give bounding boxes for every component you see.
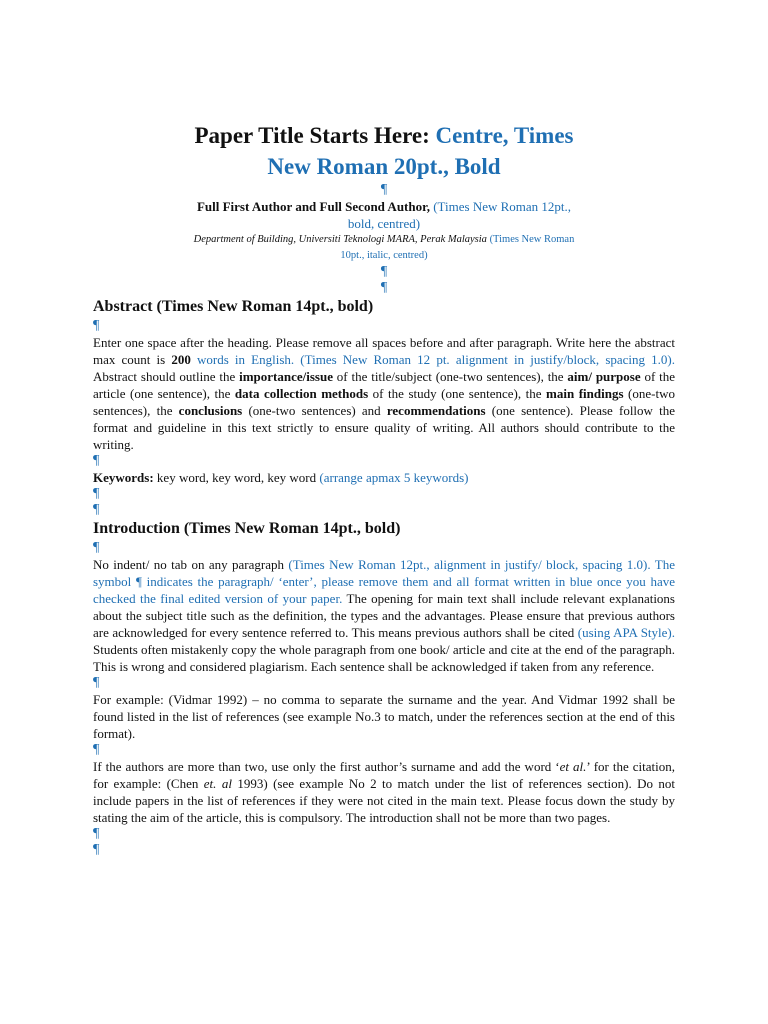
introduction-paragraph-1: [93, 556, 675, 675]
abstract-text: Abstract should outline the: [93, 369, 240, 384]
author-names: Full First Author and Full Second Author,: [196, 199, 430, 214]
pilcrow: ¶: [93, 453, 100, 468]
keywords-values: key word, key word, key word: [153, 470, 320, 485]
intro-text: If the authors are more than two, use only the first author’s surname and add the word ‘: [93, 759, 560, 774]
word-limit: 200: [171, 352, 191, 367]
abstract-format-note: words in English. (Times New Roman 12 pt. alignment in justify/block, spacing 1.0).: [190, 352, 675, 367]
abstract-emphasis: data collection methods: [234, 386, 369, 401]
abstract-text: (one-two sentences), the: [93, 386, 675, 418]
title-format-note-line2: New Roman 20pt., Bold: [267, 154, 501, 179]
author-format-note-line2: bold, centred): [347, 216, 421, 231]
intro-text: Students often mistakenly copy the whole paragraph from one book/ article and cite at the end of the paragraph. This is wrong and considered plagiarism. Each sentence shall be acknowledged if taken from any reference.: [93, 642, 675, 674]
intro-text: ’ for the citation, for example: (Chen: [93, 759, 675, 791]
pilcrow: ¶: [93, 540, 100, 555]
keywords-label: Keywords:: [93, 470, 154, 485]
keywords-format-note: (arrange apmax 5 keywords): [319, 470, 469, 485]
pilcrow: ¶: [380, 264, 388, 279]
abstract-emphasis: recommendations: [386, 403, 486, 418]
abstract-paragraph: [93, 334, 675, 453]
pilcrow: ¶: [93, 318, 100, 333]
title-text: Paper Title Starts Here:: [194, 123, 436, 148]
abstract-text: Enter one space after the heading. Please remove all spaces before and after paragraph. Write here the abstract max count is: [93, 335, 675, 367]
et-al: et al.: [559, 759, 587, 774]
intro-format-note: (Times New Roman 12pt., alignment in justify/ block, spacing 1.0). The symbol ¶ indicates the paragraph/ ‘enter’, please remove them and all format written in blue once you have checked the final edited version of your paper.: [93, 557, 675, 606]
keywords-line: [93, 469, 675, 486]
author-line: [93, 198, 675, 215]
affiliation: [93, 232, 675, 248]
pilcrow: ¶: [93, 486, 100, 501]
abstract-text: of the article (one sentence), the: [93, 369, 676, 401]
abstract-emphasis: main findings: [546, 386, 624, 401]
title-format-note: Centre, Times: [435, 123, 574, 148]
abstract-text: (one-two sentences) and: [242, 403, 387, 418]
abstract-heading: Abstract (Times New Roman 14pt., bold): [93, 298, 374, 315]
pilcrow: ¶: [93, 826, 100, 841]
affiliation-format-note: (Times New Roman: [489, 234, 575, 245]
pilcrow: ¶: [380, 280, 388, 295]
introduction-paragraph-2: For example: (Vidmar 1992) – no comma to separate the surname and the year. And Vidmar 1992 shall be found listed in the list of references (see example No.3 to match, under the references section at the end of this format).: [93, 692, 675, 741]
introduction-paragraph-3: [93, 758, 675, 826]
introduction-heading: Introduction (Times New Roman 14pt., bold): [93, 520, 401, 537]
paper-title: [93, 120, 675, 151]
pilcrow: ¶: [93, 842, 100, 857]
abstract-emphasis: conclusions: [178, 403, 243, 418]
abstract-text: (one sentence). Please follow the format and guideline in this text strictly to ensure quality of writing. All authors should contribute to the writing.: [93, 403, 676, 452]
intro-text: The opening for main text shall include relevant explanations about the subject title such as the definition, the types and the advantages. Please ensure that previous authors are acknowledged for every sentence referred to. This means previous authors shall be cited: [93, 591, 675, 640]
document-page: [93, 0, 675, 858]
pilcrow: ¶: [380, 182, 388, 197]
pilcrow: ¶: [93, 742, 100, 757]
intro-citation-note: (using APA Style).: [577, 625, 675, 640]
affiliation-text: Department of Building, Universiti Teknologi MARA, Perak Malaysia: [193, 234, 487, 245]
intro-text: 1993) (see example No 2 to match under the list of references section). Do not include papers in the list of references if they were not cited in the main text. Please focus down the study by stating the aim of the article, this is compulsory. The introduction shall not be more than two pages.: [93, 776, 676, 825]
abstract-emphasis: importance/issue: [239, 369, 333, 384]
abstract-text: of the study (one sentence), the: [368, 386, 547, 401]
pilcrow: ¶: [93, 675, 100, 690]
et-al: et. al: [203, 776, 232, 791]
intro-text: No indent/ no tab on any paragraph: [93, 557, 289, 572]
abstract-emphasis: aim/ purpose: [567, 369, 641, 384]
pilcrow: ¶: [93, 502, 100, 517]
affiliation-format-note-line2: 10pt., italic, centred): [340, 250, 428, 261]
abstract-text: of the title/subject (one-two sentences), the: [332, 369, 568, 384]
author-format-note: (Times New Roman 12pt.,: [433, 199, 572, 214]
